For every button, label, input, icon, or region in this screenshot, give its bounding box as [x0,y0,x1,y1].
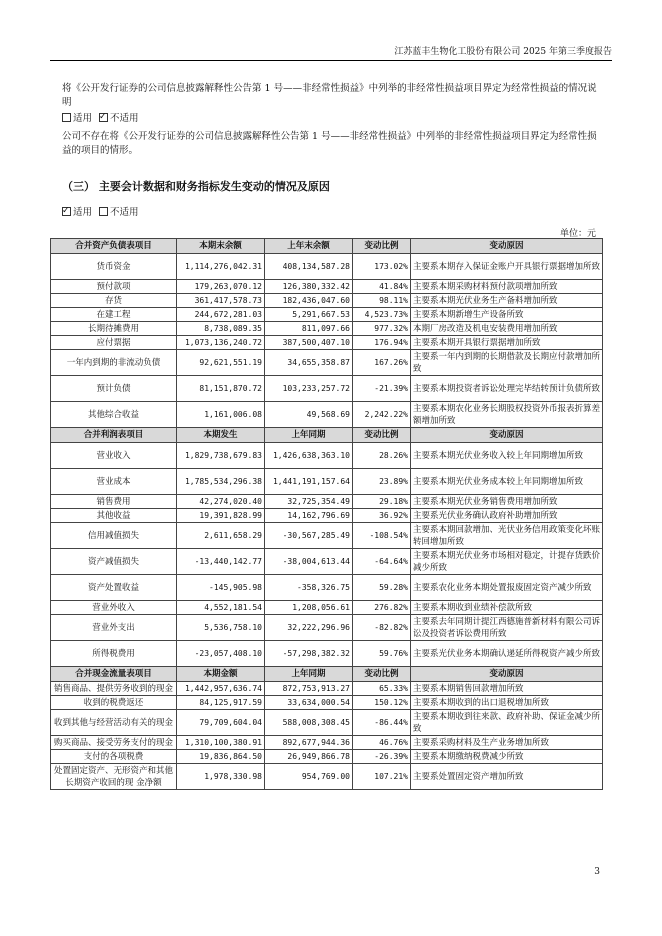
table-header-row [51,428,603,443]
column-header: 上年末余额 [265,239,353,254]
current-value-cell: 244,672,281.03 [177,308,265,322]
current-value-cell: 1,442,957,636.74 [177,682,265,696]
change-reason-cell: 主要系采购材料及生产业务增加所致 [411,736,603,750]
table-row [51,280,603,294]
item-name-cell: 资产减值损失 [51,549,177,575]
change-reason-cell: 主要系光伏业务本期确认递延所得税资产减少所致 [411,641,603,667]
item-name-cell: 资产处置收益 [51,575,177,601]
prior-value-cell: 588,008,308.45 [265,710,353,736]
table-row [51,710,603,736]
change-reason-cell: 主要系本期光伏业务市场相对稳定，计提存货跌价减少所致 [411,549,603,575]
change-ratio-cell: 176.94% [353,336,411,350]
current-value-cell: 8,738,089.35 [177,322,265,336]
current-value-cell: 361,417,578.73 [177,294,265,308]
column-header: 变动原因 [411,428,603,443]
item-name-cell: 支付的各项税费 [51,750,177,764]
change-reason-cell: 主要系一年内到期的长期借款及长期应付款增加所致 [411,350,603,376]
current-value-cell: 79,709,604.04 [177,710,265,736]
prior-value-cell: 14,162,796.69 [265,509,353,523]
change-reason-cell: 主要系本期光伏业务成本较上年同期增加所致 [411,469,603,495]
checkbox-row-2 [62,206,602,220]
financial-changes-table [50,238,603,790]
column-header: 本期发生 [177,428,265,443]
prior-value-cell: 126,380,332.42 [265,280,353,294]
item-name-cell: 一年内到期的非流动负债 [51,350,177,376]
change-reason-cell: 主要系本期销售回款增加所致 [411,682,603,696]
change-ratio-cell: 59.76% [353,641,411,667]
prior-value-cell: 103,233,257.72 [265,376,353,402]
current-value-cell: 19,836,864.50 [177,750,265,764]
prior-value-cell: 1,426,638,363.10 [265,443,353,469]
current-value-cell: 1,161,006.08 [177,402,265,428]
column-header: 变动原因 [411,667,603,682]
change-ratio-cell: 173.02% [353,254,411,280]
current-value-cell: 2,611,658.29 [177,523,265,549]
table-row [51,696,603,710]
table-row [51,402,603,428]
change-reason-cell: 主要系去年同期计提江西德施普新材料有限公司诉讼及投资者诉讼费用所致 [411,615,603,641]
item-name-cell: 收到的税费返还 [51,696,177,710]
current-value-cell: 1,829,738,679.83 [177,443,265,469]
statement-paragraph: 公司不存在将《公开发行证券的公司信息披露解释性公告第 1 号——非经常性损益》中列举的非经常性损益项目界定为经常性损益的项目的情形。 [62,131,597,156]
prior-value-cell: 182,436,047.60 [265,294,353,308]
item-name-cell: 长期待摊费用 [51,322,177,336]
current-value-cell: 92,621,551.19 [177,350,265,376]
change-reason-cell: 主要系本期新增生产设备所致 [411,308,603,322]
checkbox-label: 适用 [73,207,93,218]
change-reason-cell: 主要系本期存入保证金账户开具银行票据增加所致 [411,254,603,280]
column-header: 变动比例 [353,667,411,682]
prior-value-cell: 892,677,944.36 [265,736,353,750]
change-reason-cell: 主要系本期光伏业务生产备料增加所致 [411,294,603,308]
change-ratio-cell: 59.28% [353,575,411,601]
prior-value-cell: -38,004,613.44 [265,549,353,575]
item-name-cell: 预付款项 [51,280,177,294]
item-name-cell: 销售费用 [51,495,177,509]
change-ratio-cell: 65.33% [353,682,411,696]
column-header: 变动比例 [353,428,411,443]
table-header-row [51,667,603,682]
change-ratio-cell: 29.18% [353,495,411,509]
change-reason-cell: 主要系本期光伏业务收入较上年同期增加所致 [411,443,603,469]
table-row [51,615,603,641]
item-name-cell: 处置固定资产、无形资产和其他长期资产收回的现 金净额 [51,764,177,790]
current-value-cell: 1,073,136,240.72 [177,336,265,350]
current-value-cell: 1,310,100,380.91 [177,736,265,750]
item-name-cell: 信用减值损失 [51,523,177,549]
table-header-row [51,239,603,254]
change-ratio-cell: 23.89% [353,469,411,495]
item-name-cell: 货币资金 [51,254,177,280]
checkbox-label: 不适用 [110,113,139,124]
intro-paragraph: 将《公开发行证券的公司信息披露解释性公告第 1 号——非经常性损益》中列举的非经常性损益项目界定为经常性损益的情况说明 [62,83,597,108]
table-row [51,254,603,280]
report-header: 江苏蓝丰生物化工股份有限公司 2025 年第三季度报告 [50,46,612,61]
change-ratio-cell: -108.54% [353,523,411,549]
item-name-cell: 预计负债 [51,376,177,402]
change-ratio-cell: -26.39% [353,750,411,764]
item-name-cell: 所得税费用 [51,641,177,667]
change-reason-cell: 主要系本期收到往来款、政府补助、保证金减少所致 [411,710,603,736]
table-row [51,308,603,322]
change-ratio-cell: 36.92% [353,509,411,523]
column-header: 变动比例 [353,239,411,254]
change-ratio-cell: 41.84% [353,280,411,294]
change-ratio-cell: 276.82% [353,601,411,615]
checkbox-label: 适用 [73,113,93,124]
change-reason-cell: 本期厂房改造及机电安装费用增加所致 [411,322,603,336]
table-row [51,575,603,601]
prior-value-cell: 954,769.00 [265,764,353,790]
checkbox-not-applicable-checked[interactable] [99,113,108,122]
item-name-cell: 应付票据 [51,336,177,350]
checkbox-not-applicable[interactable] [99,207,108,216]
table-row [51,682,603,696]
current-value-cell: 4,552,181.54 [177,601,265,615]
current-value-cell: 81,151,870.72 [177,376,265,402]
table-row [51,294,603,308]
prior-value-cell: 1,208,056.61 [265,601,353,615]
current-value-cell: -23,057,408.10 [177,641,265,667]
item-name-cell: 营业成本 [51,469,177,495]
current-value-cell: 1,978,330.98 [177,764,265,790]
change-reason-cell: 主要系农化业务本期处置报废固定资产减少所致 [411,575,603,601]
current-value-cell: 1,114,276,042.31 [177,254,265,280]
prior-value-cell: 26,949,866.78 [265,750,353,764]
current-value-cell: -145,905.98 [177,575,265,601]
prior-value-cell: 32,725,354.49 [265,495,353,509]
change-ratio-cell: 107.21% [353,764,411,790]
change-ratio-cell: 167.26% [353,350,411,376]
table-row [51,601,603,615]
current-value-cell: 42,274,020.40 [177,495,265,509]
change-ratio-cell: -86.44% [353,710,411,736]
column-header: 合并现金流量表项目 [51,667,177,682]
change-ratio-cell: 98.11% [353,294,411,308]
checkbox-applicable-checked[interactable] [62,207,71,216]
change-ratio-cell: -82.82% [353,615,411,641]
change-reason-cell: 主要系本期投资者诉讼处理完毕结转预计负债所致 [411,376,603,402]
change-ratio-cell: 4,523.73% [353,308,411,322]
unit-label: 单位：元 [559,229,596,239]
table-row [51,495,603,509]
change-reason-cell: 主要系本期收到的出口退税增加所致 [411,696,603,710]
change-reason-cell: 主要系本期回款增加、光伏业务信用政策变化坏账转回增加所致 [411,523,603,549]
table-row [51,350,603,376]
current-value-cell: 179,263,070.12 [177,280,265,294]
checkbox-applicable[interactable] [62,113,71,122]
current-value-cell: 84,125,917.59 [177,696,265,710]
change-reason-cell: 主要系本期光伏业务销售费用增加所致 [411,495,603,509]
prior-value-cell: -30,567,285.49 [265,523,353,549]
current-value-cell: -13,440,142.77 [177,549,265,575]
table-row [51,549,603,575]
change-ratio-cell: -64.64% [353,549,411,575]
prior-value-cell: 33,634,000.54 [265,696,353,710]
column-header: 变动原因 [411,239,603,254]
prior-value-cell: 872,753,913.27 [265,682,353,696]
prior-value-cell: 5,291,667.53 [265,308,353,322]
table-row [51,322,603,336]
item-name-cell: 收到其他与经营活动有关的现金 [51,710,177,736]
prior-value-cell: 32,222,296.96 [265,615,353,641]
item-name-cell: 营业收入 [51,443,177,469]
item-name-cell: 营业外收入 [51,601,177,615]
change-reason-cell: 主要系处置固定资产增加所致 [411,764,603,790]
change-ratio-cell: 28.26% [353,443,411,469]
item-name-cell: 其他收益 [51,509,177,523]
table-row [51,509,603,523]
column-header: 合并利润表项目 [51,428,177,443]
item-name-cell: 存货 [51,294,177,308]
page-number: 3 [594,867,600,877]
checkbox-row-1 [62,112,602,126]
change-ratio-cell: 150.12% [353,696,411,710]
change-reason-cell: 主要系本期采购材料预付款项增加所致 [411,280,603,294]
prior-value-cell: 1,441,191,157.64 [265,469,353,495]
checkbox-label: 不适用 [110,207,139,218]
table-row [51,750,603,764]
column-header: 上年同期 [265,428,353,443]
table-row [51,736,603,750]
prior-value-cell: -57,298,382.32 [265,641,353,667]
prior-value-cell: 811,097.66 [265,322,353,336]
current-value-cell: 5,536,758.10 [177,615,265,641]
prior-value-cell: 387,500,407.10 [265,336,353,350]
item-name-cell: 营业外支出 [51,615,177,641]
table-row [51,641,603,667]
column-header: 上年同期 [265,667,353,682]
section-title: （三） 主要会计数据和财务指标发生变动的情况及原因 [62,180,330,193]
column-header: 本期金额 [177,667,265,682]
table-row [51,523,603,549]
item-name-cell: 在建工程 [51,308,177,322]
table-row [51,443,603,469]
item-name-cell: 销售商品、提供劳务收到的现金 [51,682,177,696]
prior-value-cell: 408,134,587.28 [265,254,353,280]
change-ratio-cell: 2,242.22% [353,402,411,428]
change-reason-cell: 主要系本期缴纳税费减少所致 [411,750,603,764]
table-row [51,336,603,350]
prior-value-cell: -358,326.75 [265,575,353,601]
table-row [51,469,603,495]
change-reason-cell: 主要系光伏业务确认政府补助增加所致 [411,509,603,523]
table-row [51,764,603,790]
change-ratio-cell: 977.32% [353,322,411,336]
column-header: 本期末余额 [177,239,265,254]
prior-value-cell: 49,568.69 [265,402,353,428]
change-reason-cell: 主要系本期收到业绩补偿款所致 [411,601,603,615]
current-value-cell: 1,785,534,296.38 [177,469,265,495]
current-value-cell: 19,391,828.99 [177,509,265,523]
prior-value-cell: 34,655,358.87 [265,350,353,376]
item-name-cell: 购买商品、接受劳务支付的现金 [51,736,177,750]
item-name-cell: 其他综合收益 [51,402,177,428]
column-header: 合并资产负债表项目 [51,239,177,254]
change-ratio-cell: 46.76% [353,736,411,750]
change-ratio-cell: -21.39% [353,376,411,402]
change-reason-cell: 主要系本期开具银行票据增加所致 [411,336,603,350]
change-reason-cell: 主要系本期农化业务长期股权投资外币报表折算差额增加所致 [411,402,603,428]
table-row [51,376,603,402]
